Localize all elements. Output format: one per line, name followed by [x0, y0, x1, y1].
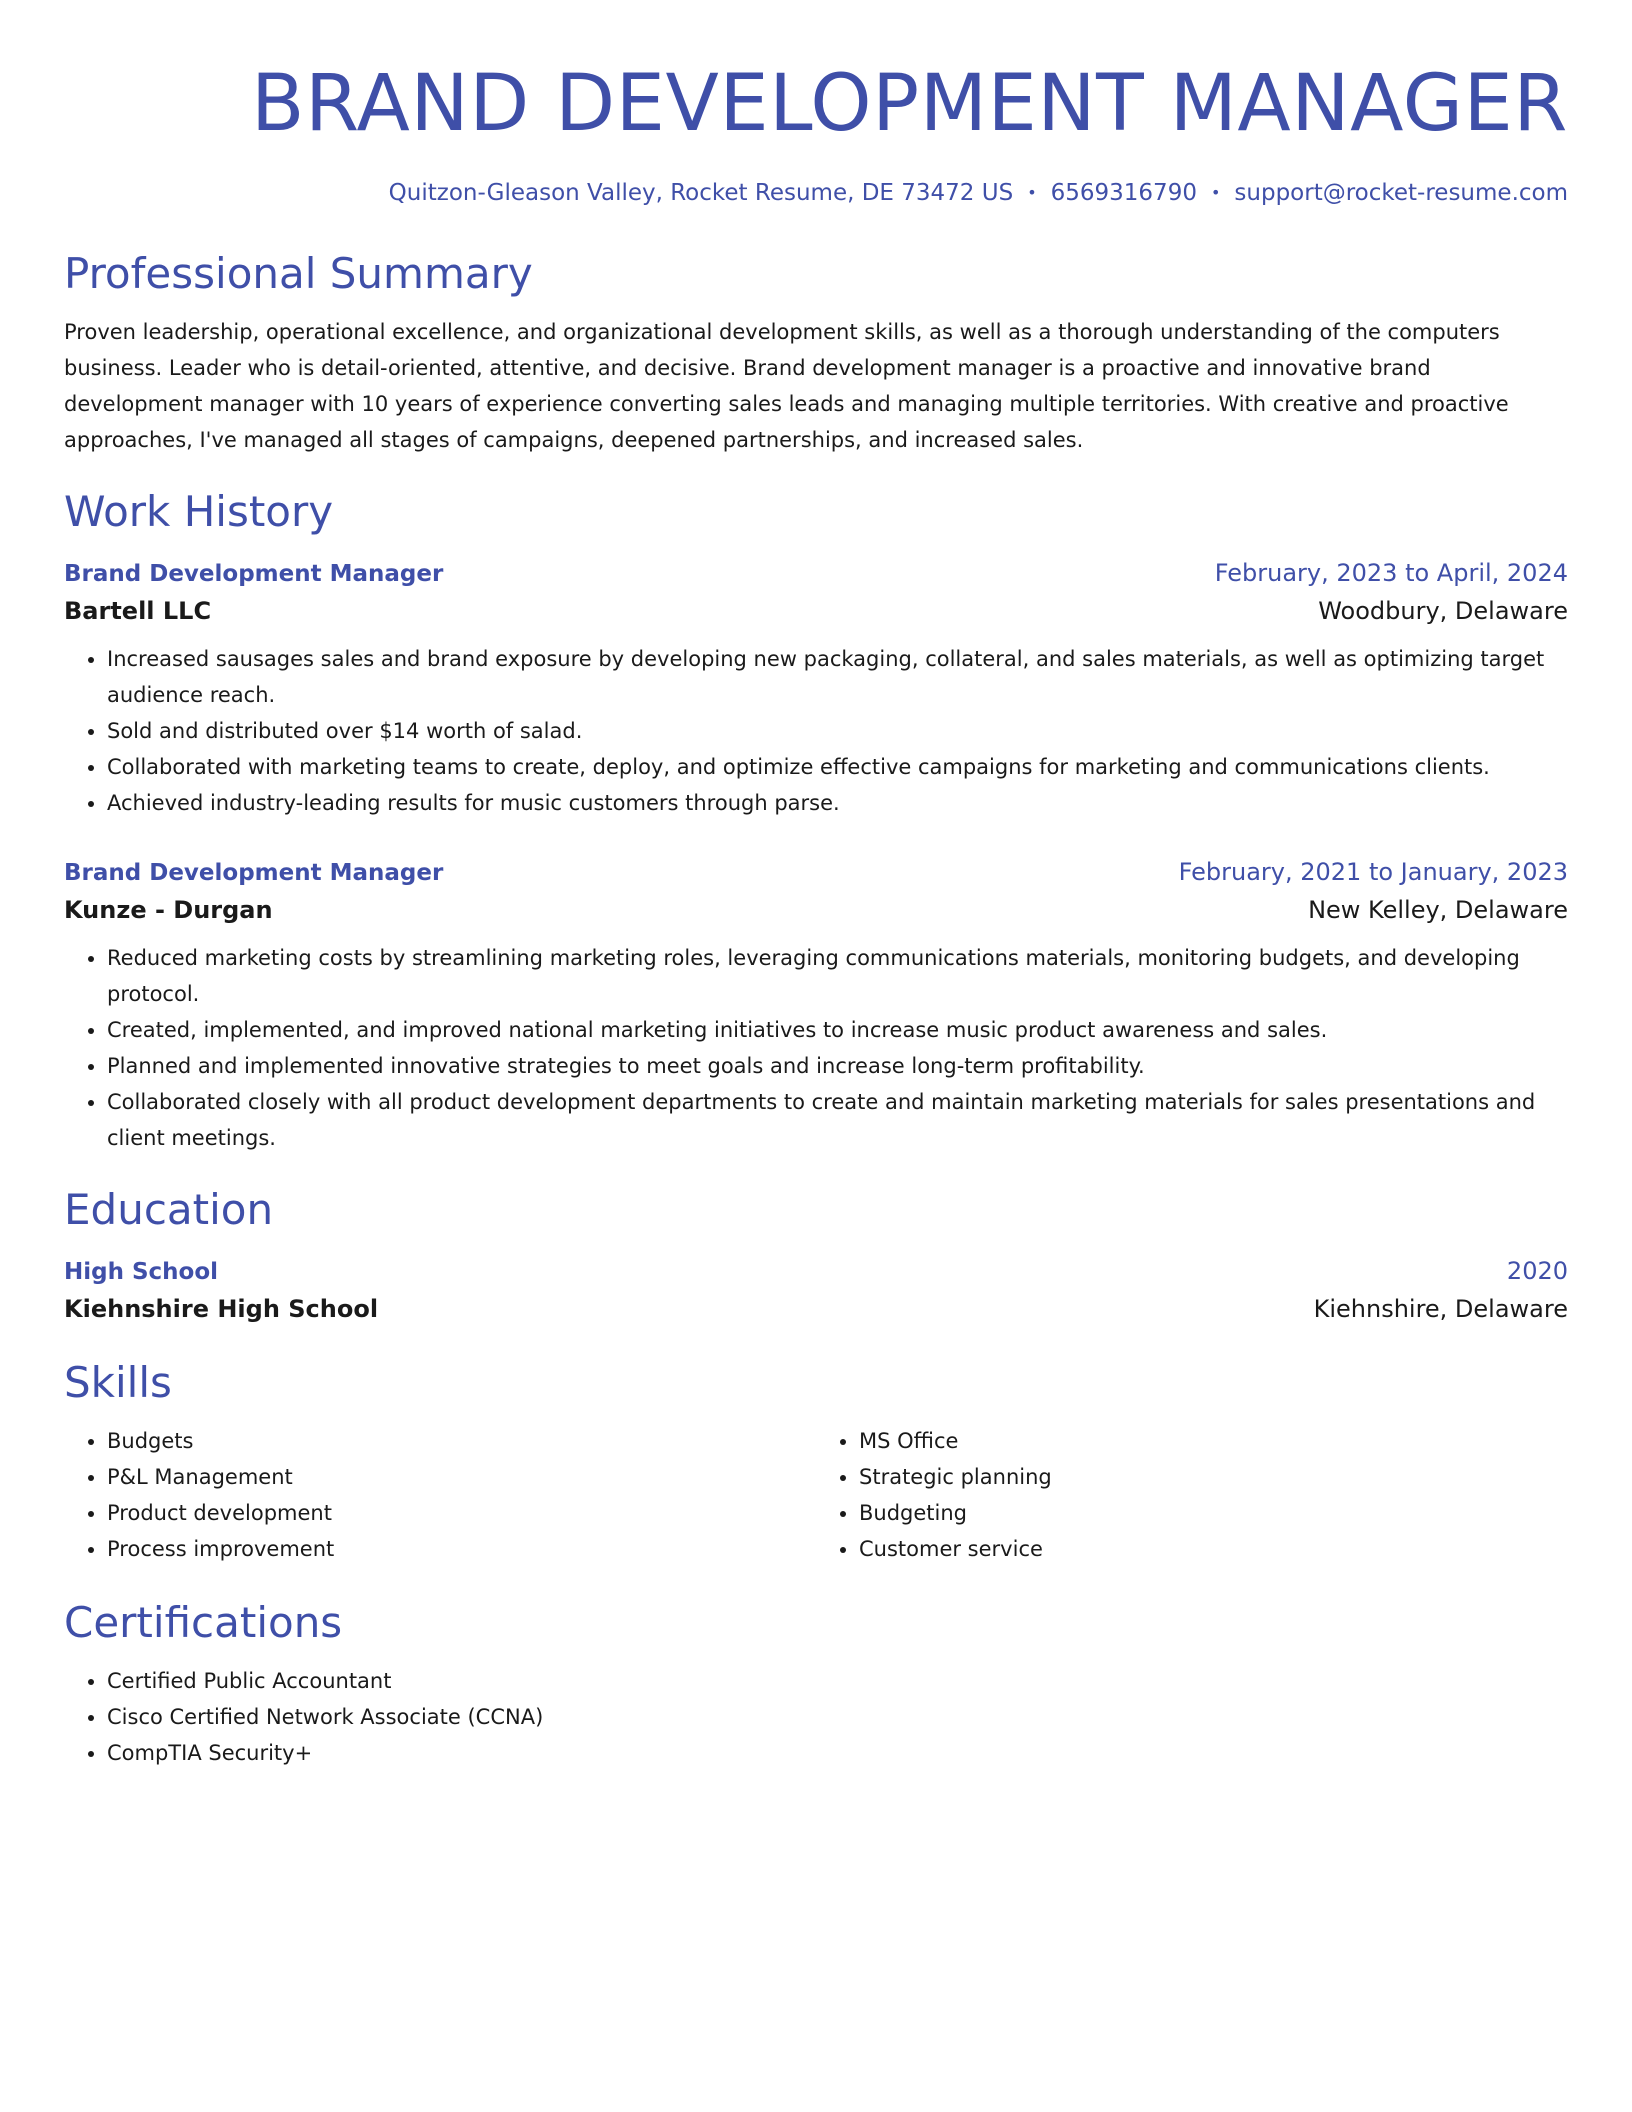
- education-degree: High School: [64, 1259, 219, 1285]
- job-dates: February, 2023 to April, 2024: [1214, 559, 1568, 587]
- skills-grid: [64, 1423, 1568, 1567]
- certification-item: • Certified Public Accountant: [107, 1663, 1568, 1699]
- contact-email[interactable]: support@rocket-resume.com: [1234, 180, 1568, 206]
- job-company: Bartell LLC: [64, 597, 212, 625]
- job-bullet: • Sold and distributed over $14 worth of salad.: [107, 713, 1568, 749]
- job-bullet: • Created, implemented, and improved national marketing initiatives to increase music product awareness and sales.: [107, 1012, 1568, 1048]
- skill-item: • Process improvement: [107, 1531, 816, 1567]
- job-bullet: • Collaborated closely with all product development departments to create and maintain marketing materials for sales presentations and client meetings.: [107, 1084, 1568, 1156]
- job-header-row: [64, 855, 1568, 890]
- skill-item: • Product development: [107, 1495, 816, 1531]
- skills-heading: Skills: [64, 1358, 172, 1407]
- certifications-heading: Certifications: [64, 1598, 343, 1647]
- job-bullet: • Achieved industry-leading results for music customers through parse.: [107, 785, 1568, 821]
- summary-text: Proven leadership, operational excellence, and organizational development skills, as well as a thorough understanding of the computers business. Leader who is detail-oriented, attentive, and decisive. Brand development manager is a proactive and innovative brand development manager with 10 years of experience converting sales leads and managing multiple territories. With creative and proactive approaches, I've managed all stages of campaigns, deepened partnerships, and increased sales.: [64, 320, 1509, 452]
- contact-line: [64, 176, 1568, 210]
- job-bullet: • Increased sausages sales and brand exposure by developing new packaging, collateral, and sales materials, as well as optimizing target audience reach.: [107, 641, 1568, 713]
- skill-item: • Budgets: [107, 1423, 816, 1459]
- skill-item: • MS Office: [859, 1423, 1568, 1459]
- summary-heading: Professional Summary: [64, 249, 533, 298]
- contact-address: Quitzon-Gleason Valley, Rocket Resume, DE 73472 US: [388, 180, 1014, 206]
- job-company-row: [64, 890, 1568, 930]
- education-heading: Education: [64, 1185, 274, 1234]
- skills-list: [64, 1423, 816, 1567]
- job-location: Woodbury, Delaware: [1318, 597, 1568, 625]
- education-school-row: [64, 1289, 1568, 1329]
- certifications-list: [64, 1663, 1568, 1771]
- job-entry: [64, 855, 1568, 1156]
- job-title: Brand Development Manager: [64, 860, 444, 886]
- job-dates: February, 2021 to January, 2023: [1178, 858, 1568, 886]
- job-bullet: • Reduced marketing costs by streamlining marketing roles, leveraging communications materials, monitoring budgets, and developing protocol.: [107, 940, 1568, 1012]
- skills-column-right: [816, 1423, 1568, 1567]
- certification-item: • Cisco Certified Network Associate (CCNA): [107, 1699, 1568, 1735]
- education-school: Kiehnshire High School: [64, 1295, 379, 1323]
- contact-phone[interactable]: 6569316790: [1050, 180, 1197, 206]
- work-history-heading: Work History: [64, 487, 334, 536]
- job-bullet-list: [64, 940, 1568, 1156]
- job-bullet-list: [64, 641, 1568, 821]
- job-company: Kunze - Durgan: [64, 896, 273, 924]
- job-entry: [64, 556, 1568, 821]
- contact-separator: •: [1210, 183, 1221, 202]
- job-bullet: • Planned and implemented innovative strategies to meet goals and increase long-term profitability.: [107, 1048, 1568, 1084]
- skill-item: • Budgeting: [859, 1495, 1568, 1531]
- job-location: New Kelley, Delaware: [1308, 896, 1568, 924]
- job-title: Brand Development Manager: [64, 561, 444, 587]
- education-entry: [64, 1254, 1568, 1329]
- education-year: 2020: [1506, 1257, 1568, 1285]
- resume-title: BRAND DEVELOPMENT MANAGER: [251, 59, 1568, 149]
- skills-list: [816, 1423, 1568, 1567]
- contact-separator: •: [1027, 183, 1037, 202]
- job-header-row: [64, 556, 1568, 591]
- job-company-row: [64, 591, 1568, 631]
- skill-item: • Strategic planning: [859, 1459, 1568, 1495]
- skill-item: • Customer service: [859, 1531, 1568, 1567]
- skills-column-left: [64, 1423, 816, 1567]
- education-location: Kiehnshire, Delaware: [1313, 1295, 1568, 1323]
- certification-item: • CompTIA Security+: [107, 1735, 1568, 1771]
- skill-item: • P&L Management: [107, 1459, 816, 1495]
- education-header-row: [64, 1254, 1568, 1289]
- job-bullet: • Collaborated with marketing teams to create, deploy, and optimize effective campaigns for marketing and communications clients.: [107, 749, 1568, 785]
